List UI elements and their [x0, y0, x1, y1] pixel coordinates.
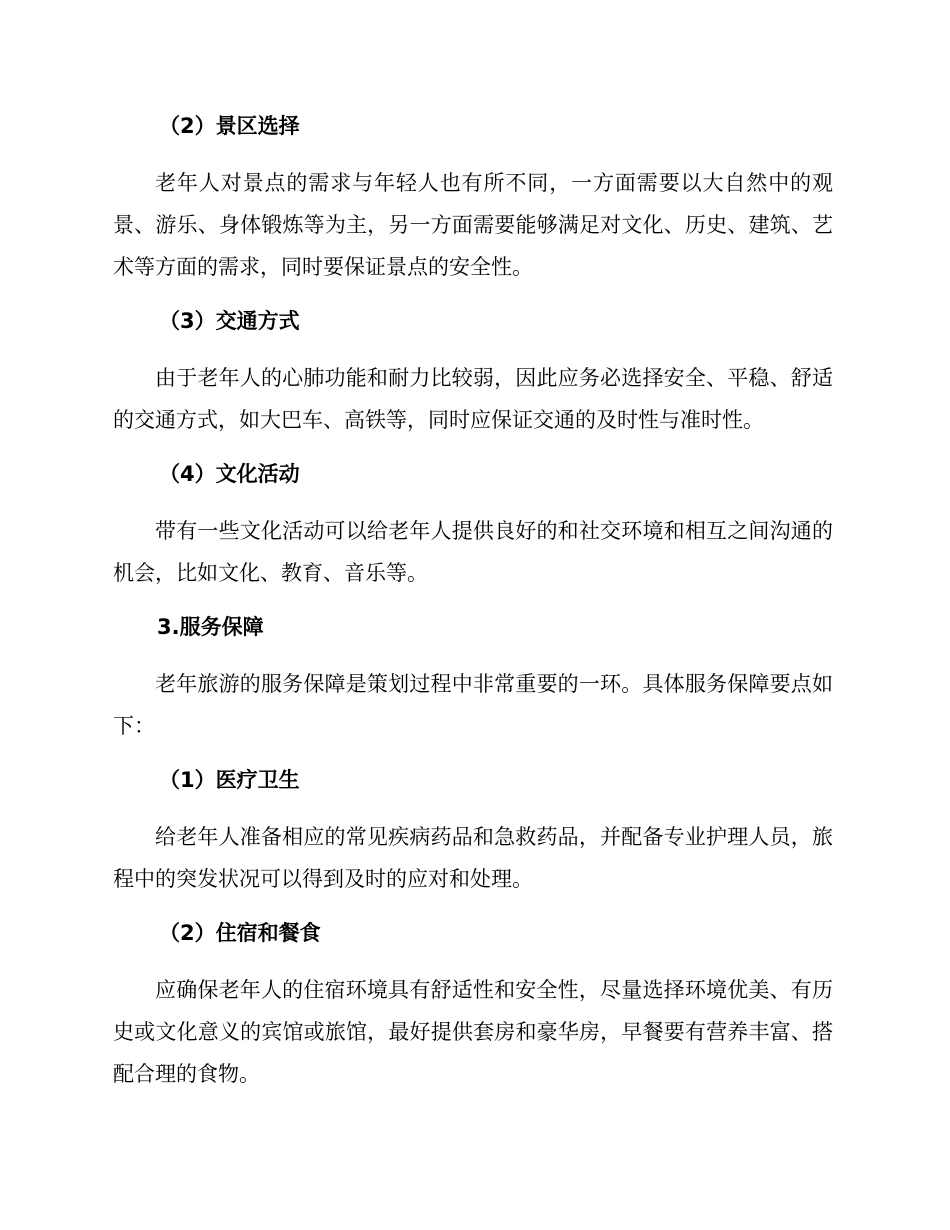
paragraph-cultural-activities: 带有一些文化活动可以给老年人提供良好的和社交环境和相互之间沟通的机会，比如文化、教育、音乐等。	[113, 519, 833, 585]
paragraph-transport: 由于老年人的心肺功能和耐力比较弱，因此应务必选择安全、平稳、舒适的交通方式，如大巴车、高铁等，同时应保证交通的及时性与准时性。	[113, 366, 833, 432]
paragraph-scenic-selection: 老年人对景点的需求与年轻人也有所不同，一方面需要以大自然中的观景、游乐、身体锻炼等为主，另一方面需要能够满足对文化、历史、建筑、艺术等方面的需求，同时要保证景点的安全性。	[113, 171, 833, 279]
document-body	[113, 106, 833, 1095]
paragraph-accommodation-meals: 应确保老年人的住宿环境具有舒适性和安全性，尽量选择环境优美、有历史或文化意义的宾馆或旅馆，最好提供套房和豪华房，早餐要有营养丰富、搭配合理的食物。	[113, 978, 833, 1086]
subheading-cultural-activities: （4）文化活动	[159, 462, 300, 486]
subheading-transport: （3）交通方式	[159, 309, 300, 333]
paragraph-medical: 给老年人准备相应的常见疾病药品和急救药品，并配备专业护理人员，旅程中的突发状况可以得到及时的应对和处理。	[113, 825, 833, 891]
paragraph-service-guarantee: 老年旅游的服务保障是策划过程中非常重要的一环。具体服务保障要点如下：	[113, 672, 833, 738]
section-heading-service-guarantee: 3.服务保障	[157, 615, 264, 639]
subheading-scenic-selection: （2）景区选择	[159, 114, 300, 138]
subheading-accommodation-meals: （2）住宿和餐食	[159, 921, 321, 945]
subheading-medical: （1）医疗卫生	[159, 768, 300, 792]
